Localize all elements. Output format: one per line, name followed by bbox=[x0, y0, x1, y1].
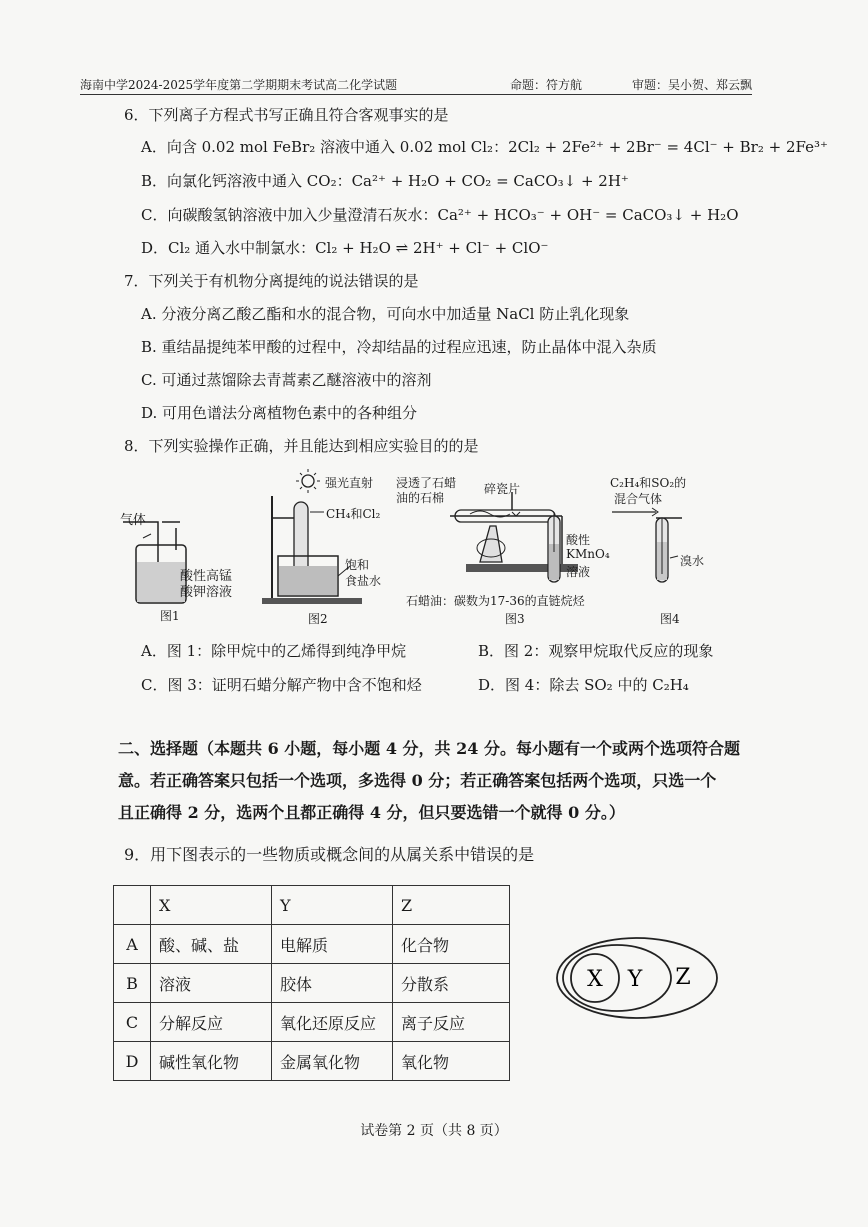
venn-label-y: Y bbox=[627, 967, 643, 992]
q6-option-c: C．向碳酸氢钠溶液中加入少量澄清石灰水：Ca²⁺ + HCO₃⁻ + OH⁻ = CaCO₃↓ + H₂O bbox=[141, 206, 739, 224]
q8-option-c: C．图 3：证明石蜡分解产物中含不饱和烃 bbox=[141, 676, 422, 694]
table-cell: 碱性氧化物 bbox=[151, 1042, 272, 1081]
table-header-cell bbox=[114, 886, 151, 925]
q6-option-b: B．向氯化钙溶液中通入 CO₂：Ca²⁺ + H₂O + CO₂ = CaCO₃↓ + 2H⁺ bbox=[141, 172, 629, 190]
table-cell: 酸、碱、盐 bbox=[151, 925, 272, 964]
table-cell: 离子反应 bbox=[393, 1003, 510, 1042]
table-cell: C bbox=[114, 1003, 151, 1042]
figure-4-bromine-water-tube bbox=[612, 500, 692, 590]
author: 命题：符方航 bbox=[510, 78, 583, 92]
q6-stem: 6．下列离子方程式书写正确且符合客观事实的是 bbox=[124, 106, 449, 124]
q7-option-c: C. 可通过蒸馏除去青蒿素乙醚溶液中的溶剂 bbox=[141, 371, 432, 389]
table-row bbox=[114, 925, 510, 964]
table-cell: 分解反应 bbox=[151, 1003, 272, 1042]
fig1-reagent-line1: 酸性高锰 bbox=[180, 569, 233, 584]
table-header-cell: Z bbox=[393, 886, 510, 925]
fig4-caption: 图4 bbox=[660, 612, 680, 626]
q6-option-d: D．Cl₂ 通入水中制氯水：Cl₂ + H₂O ⇌ 2H⁺ + Cl⁻ + ClO⁻ bbox=[141, 239, 549, 257]
fig2-solution-line2: 食盐水 bbox=[345, 574, 382, 588]
reviewer: 审题：吴小贺、郑云飘 bbox=[632, 78, 753, 92]
q8-option-a: A．图 1：除甲烷中的乙烯得到纯净甲烷 bbox=[141, 642, 407, 660]
exam-title: 海南中学2024-2025学年度第二学期期末考试高二化学试题 bbox=[80, 78, 398, 92]
fig2-gas-label: CH₄和Cl₂ bbox=[326, 507, 381, 521]
q7-stem: 7．下列关于有机物分离提纯的说法错误的是 bbox=[124, 272, 419, 290]
q9-stem: 9．用下图表示的一些物质或概念间的从属关系中错误的是 bbox=[124, 845, 535, 864]
venn-label-z: Z bbox=[675, 965, 691, 990]
table-cell: B bbox=[114, 964, 151, 1003]
q8-stem: 8．下列实验操作正确，并且能达到相应实验目的的是 bbox=[124, 437, 479, 455]
table-cell: 溶液 bbox=[151, 964, 272, 1003]
fig4-gas-line2: 混合气体 bbox=[614, 492, 663, 506]
fig2-solution-line1: 饱和 bbox=[345, 558, 370, 572]
fig4-water-label: 溴水 bbox=[680, 554, 705, 568]
table-header-cell: Y bbox=[272, 886, 393, 925]
fig3-note: 石蜡油：碳数为17-36的直链烷烃 bbox=[406, 594, 585, 608]
fig1-reagent-line2: 酸钾溶液 bbox=[180, 585, 233, 600]
fig3-reagent-line3: 溶液 bbox=[566, 565, 591, 579]
page-header bbox=[80, 74, 752, 95]
q8-option-b: B．图 2：观察甲烷取代反应的现象 bbox=[478, 642, 714, 660]
q7-option-b: B. 重结晶提纯苯甲酸的过程中，冷却结晶的过程应迅速，防止晶体中混入杂质 bbox=[141, 338, 657, 356]
q7-option-a: A. 分液分离乙酸乙酯和水的混合物，可向水中加适量 NaCl 防止乳化现象 bbox=[141, 305, 630, 323]
section2-line3: 且正确得 2 分，选两个且都正确得 4 分，但只要选错一个就得 0 分。） bbox=[118, 803, 625, 822]
fig3-wool-line1: 浸透了石蜡 bbox=[396, 476, 457, 490]
page-footer: 试卷第 2 页（共 8 页） bbox=[360, 1123, 508, 1139]
table-row bbox=[114, 1042, 510, 1081]
q9-venn-diagram bbox=[555, 934, 720, 1024]
table-cell: 胶体 bbox=[272, 964, 393, 1003]
table-cell: 氧化物 bbox=[393, 1042, 510, 1081]
venn-label-x: X bbox=[587, 967, 603, 992]
fig3-caption: 图3 bbox=[505, 612, 525, 626]
venn-middle-ellipse-y bbox=[563, 945, 671, 1011]
q7-option-d: D. 可用色谱法分离植物色素中的各种组分 bbox=[141, 404, 418, 422]
table-cell: D bbox=[114, 1042, 151, 1081]
table-row bbox=[114, 1003, 510, 1042]
q8-option-d: D．图 4：除去 SO₂ 中的 C₂H₄ bbox=[478, 676, 689, 694]
table-cell: 分散系 bbox=[393, 964, 510, 1003]
table-cell: 金属氧化物 bbox=[272, 1042, 393, 1081]
fig3-wool-line2: 油的石棉 bbox=[396, 491, 445, 505]
table-cell: 电解质 bbox=[272, 925, 393, 964]
fig3-reagent-line1: 酸性 bbox=[566, 533, 591, 547]
q6-option-a: A．向含 0.02 mol FeBr₂ 溶液中通入 0.02 mol Cl₂：2Cl₂ + 2Fe²⁺ + 2Br⁻ = 4Cl⁻ + Br₂ + 2Fe³⁺ bbox=[141, 138, 828, 156]
table-cell: 化合物 bbox=[393, 925, 510, 964]
section2-line2: 意。若正确答案只包括一个选项，多选得 0 分；若正确答案包括两个选项，只选一个 bbox=[118, 771, 717, 790]
section2-line1: 二、选择题（本题共 6 小题，每小题 4 分，共 24 分。每小题有一个或两个选项符合题 bbox=[118, 739, 740, 758]
fig2-caption: 图2 bbox=[308, 612, 328, 626]
fig4-gas-line1: C₂H₄和SO₂的 bbox=[610, 476, 687, 490]
q9-table bbox=[113, 885, 510, 1081]
fig3-chips-label: 碎瓷片 bbox=[484, 482, 521, 496]
fig1-caption: 图1 bbox=[160, 609, 180, 623]
table-row bbox=[114, 964, 510, 1003]
table-header-row bbox=[114, 886, 510, 925]
table-cell: 氧化还原反应 bbox=[272, 1003, 393, 1042]
table-cell: A bbox=[114, 925, 151, 964]
fig3-reagent-line2: KMnO₄ bbox=[566, 547, 610, 561]
fig1-gas-label: 气体 bbox=[120, 513, 147, 528]
fig2-light-label: 强光直射 bbox=[325, 476, 374, 490]
table-header-cell: X bbox=[151, 886, 272, 925]
